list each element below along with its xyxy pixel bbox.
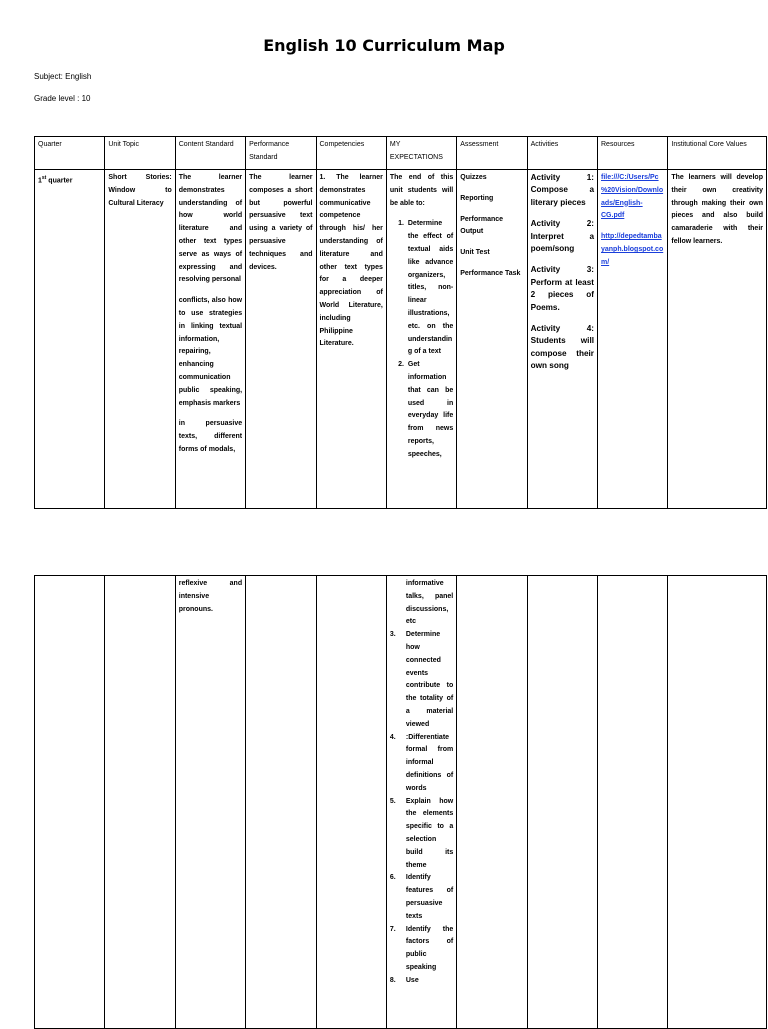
activities-cell — [527, 170, 597, 509]
expectation-item: 6. Identify features of persuasive texts — [389, 874, 454, 920]
resources-cell — [598, 170, 668, 509]
unit-topic-cell: Short Stories: Window to Cultural Literacy — [105, 170, 175, 509]
header-content-standard: Content Standard — [175, 137, 245, 170]
table-row — [35, 170, 767, 509]
header-resources: Resources — [598, 137, 668, 170]
resource-link-cg-pdf[interactable]: file:///C:/Users/Pc%20Vision/Downloads/English-CG.pdf — [601, 174, 664, 220]
assessment-item: Performance Output — [460, 215, 504, 236]
header-assessment: Assessment — [457, 137, 527, 170]
core-values-cell-empty — [668, 576, 767, 1029]
core-values-cell: The learners will develop their own creativity through making their own pieces and also build camaraderie with their fellow learners. — [668, 170, 767, 509]
assessment-cell-empty — [457, 576, 527, 1029]
page-title: English 10 Curriculum Map — [263, 36, 505, 55]
header-unit-topic: Unit Topic — [105, 137, 175, 170]
header-expectations: MY EXPECTATIONS — [386, 137, 456, 170]
performance-standard-cell-empty — [246, 576, 316, 1029]
table-header-row — [35, 137, 767, 170]
expectation-item: 4. :Differentiate formal from informal definitions of words — [389, 733, 454, 792]
assessment-item: Quizzes — [460, 174, 487, 181]
header-performance-standard: Performance Standard — [246, 137, 316, 170]
content-standard-p1: The learner demonstrates understanding of how world literature and other text types serve as ways of expressing and resolving personal — [178, 174, 243, 284]
activity-item: Activity 1: Compose a literary pieces — [530, 173, 594, 207]
content-standard-cell — [175, 170, 245, 509]
assessment-item: Performance Task — [460, 269, 521, 277]
expectation-item: 1. Determine the effect of textual aids like advance organizers, titles, non-linear illustrations, etc. on the understanding of a text — [406, 218, 453, 359]
grade-level-label: Grade level : 10 — [34, 94, 91, 103]
quarter-number: 1 — [38, 177, 42, 185]
subject-label: Subject: English — [34, 72, 92, 81]
assessment-cell — [457, 170, 527, 509]
expectations-continued: informative talks, panel discussions, etc — [405, 580, 454, 626]
activity-item: Activity 4: Students will compose their own song — [530, 324, 594, 371]
assessment-item: Reporting — [460, 194, 494, 202]
expectations-cell — [386, 170, 456, 509]
header-core-values: Institutional Core Values — [668, 137, 767, 170]
header-activities: Activities — [527, 137, 597, 170]
quarter-cell-empty — [35, 576, 105, 1029]
activities-cell-empty — [527, 576, 597, 1029]
resource-link-blog[interactable]: http://depedtambayanph.blogspot.com/ — [601, 233, 664, 266]
quarter-ordinal: st — [41, 175, 47, 181]
quarter-word: quarter — [46, 177, 73, 185]
content-standard-p2: conflicts, also how to use strategies in linking textual information, repairing, enhancing communication public speaking, emphasis markers — [178, 297, 243, 407]
curriculum-table-continued — [34, 575, 767, 1029]
table-row — [35, 576, 767, 1029]
competencies-cell: 1. The learner demonstrates communicative competence through his/ her understanding of literature and other text types for a deeper appreciation of World Literature, including Philippine Literature. — [316, 170, 386, 509]
curriculum-table — [34, 136, 767, 509]
expectation-item: 2. Get information that can be used in everyday life from news reports, speeches, — [406, 359, 453, 461]
resources-cell-empty — [598, 576, 668, 1029]
content-standard-cell: reflexive and intensive pronouns. — [175, 576, 245, 1029]
activity-item: Activity 3: Perform at least 2 pieces of Poems. — [530, 265, 594, 312]
expectation-item: 7. Identify the factors of public speaking — [389, 925, 454, 971]
expectations-cell — [386, 576, 456, 1029]
activity-item: Activity 2: Interpret a poem/song — [530, 219, 594, 254]
header-competencies: Competencies — [316, 137, 386, 170]
expectations-intro: The end of this unit students will be able to: — [389, 174, 454, 207]
expectation-item: 8. Use — [389, 976, 419, 984]
quarter-cell — [35, 170, 105, 509]
performance-standard-cell: The learner composes a short but powerful persuasive text using a variety of persuasive techniques and devices. — [246, 170, 316, 509]
header-quarter: Quarter — [35, 137, 105, 170]
expectation-item: 3. Determine how connected events contribute to the totality of a material viewed — [389, 631, 454, 728]
expectation-item: 5. Explain how the elements specific to a selection build its theme — [389, 797, 454, 869]
content-standard-p3: in persuasive texts, different forms of modals, — [178, 420, 243, 453]
assessment-item: Unit Test — [460, 249, 490, 257]
unit-topic-cell-empty — [105, 576, 175, 1029]
competencies-cell-empty — [316, 576, 386, 1029]
